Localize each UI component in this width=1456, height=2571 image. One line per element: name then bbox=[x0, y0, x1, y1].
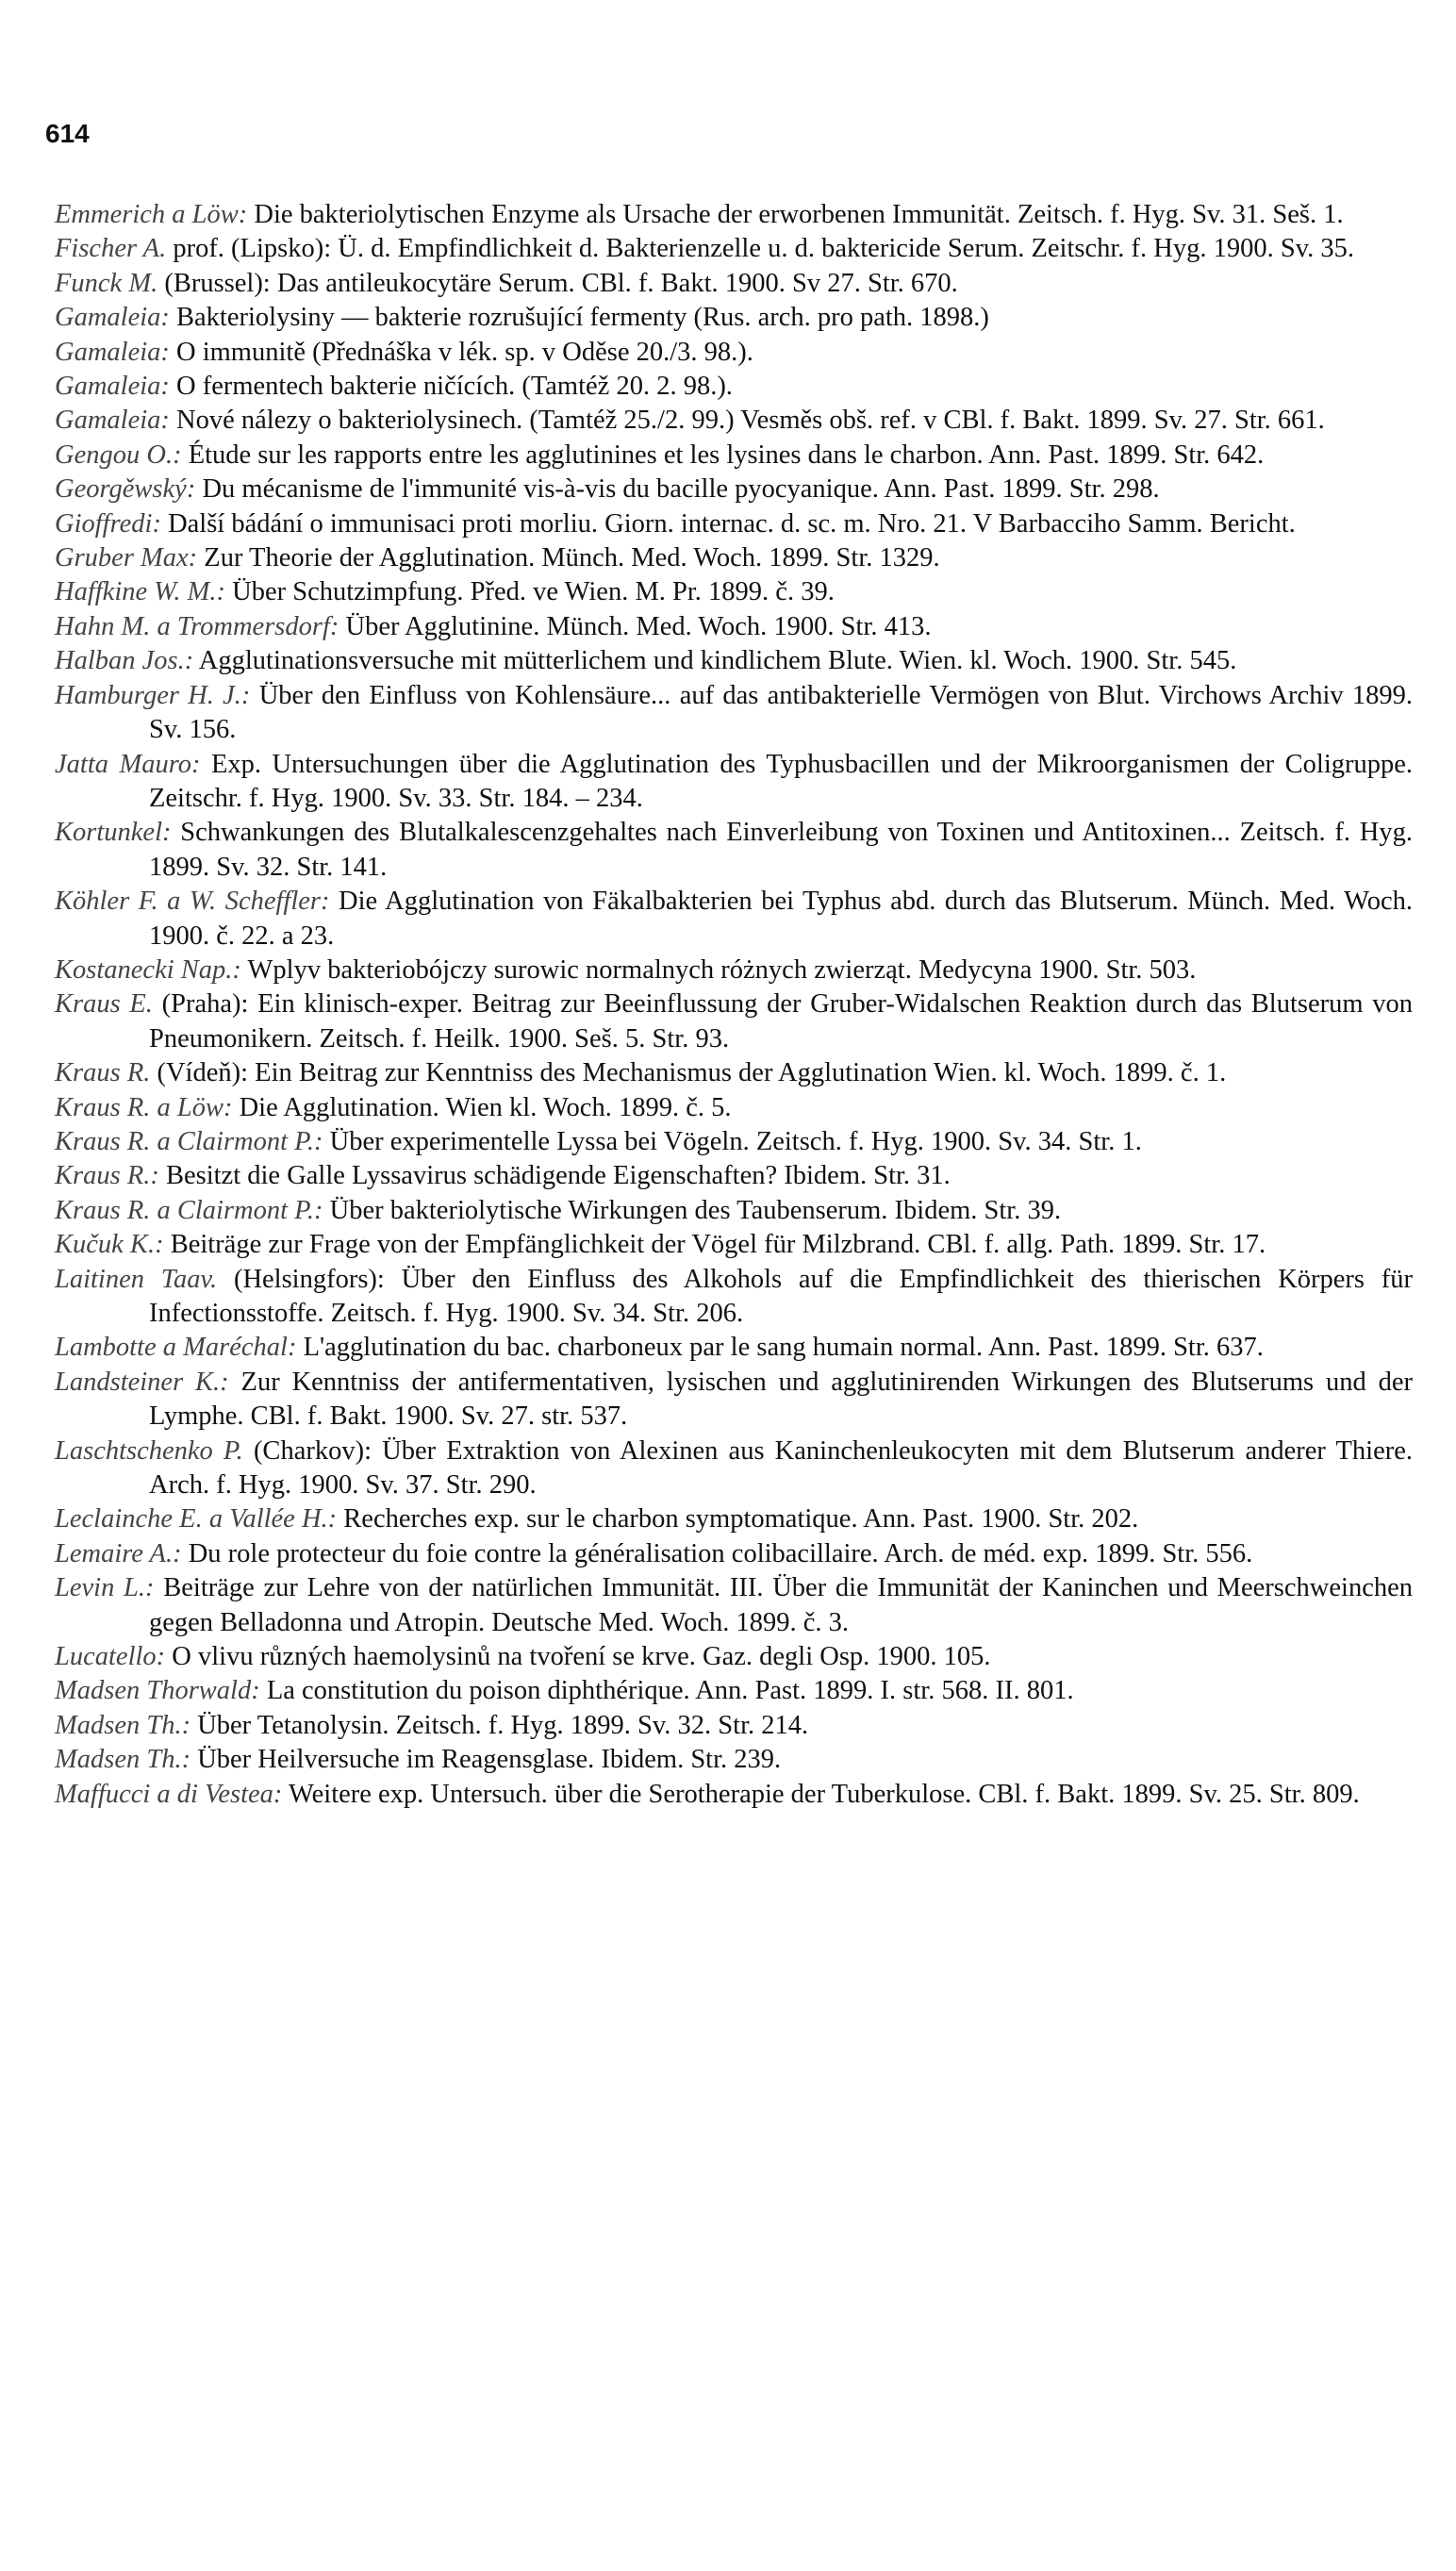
entry-citation: (Helsingfors): Über den Einfluss des Alkohols auf die Empfindlichkeit des thierischen Körpers für Infectionsstoffe. Zeitsch. f. Hyg. 1900. Sv. 34. Str. 206. bbox=[149, 1264, 1414, 1328]
bibliography-entry bbox=[55, 987, 1413, 1056]
entry-author: Kučuk K.: bbox=[55, 1230, 164, 1260]
entry-citation: (Vídeň): Ein Beitrag zur Kenntniss des Mechanismus der Agglutination Wien. kl. Woch. 1899. č. 1. bbox=[157, 1058, 1227, 1088]
entry-citation: Über Schutzimpfung. Před. ve Wien. M. Pr. 1899. č. 39. bbox=[232, 577, 835, 607]
entry-author: Köhler F. a W. Scheffler: bbox=[55, 887, 330, 917]
bibliography-entry bbox=[55, 1331, 1413, 1365]
entry-author: Emmerich a Löw: bbox=[55, 200, 248, 229]
entry-citation: (Praha): Ein klinisch-exper. Beitrag zur Beeinflussung der Gruber-Widalschen Reaktion durch das Blutserum von Pneumonikern. Zeitsch. f. Heilk. 1900. Seš. 5. Str. 93. bbox=[149, 989, 1413, 1053]
entry-author: Gruber Max: bbox=[55, 543, 198, 573]
bibliography-entry bbox=[55, 644, 1413, 678]
bibliography-entry bbox=[55, 507, 1413, 541]
bibliography-entry bbox=[55, 1159, 1413, 1193]
bibliography-entry bbox=[55, 1263, 1413, 1332]
entry-citation: Über bakteriolytische Wirkungen des Taubenserum. Ibidem. Str. 39. bbox=[329, 1195, 1062, 1225]
entry-citation: (Charkov): Über Extraktion von Alexinen aus Kaninchenleukocyten mit dem Blutserum anderer Thiere. Arch. f. Hyg. 1900. Sv. 37. Str. 290. bbox=[149, 1435, 1414, 1501]
entry-citation: Über Heilversuche im Reagensglase. Ibidem. Str. 239. bbox=[197, 1745, 782, 1775]
entry-author: Jatta Mauro: bbox=[55, 749, 201, 779]
bibliography-list bbox=[55, 198, 1413, 1812]
bibliography-entry bbox=[55, 748, 1413, 817]
bibliography-entry bbox=[55, 1125, 1413, 1159]
entry-citation: Über den Einfluss von Kohlensäure... auf das antibakterielle Vermögen von Blut. Virchows Archiv 1899. Sv. 156. bbox=[149, 680, 1413, 745]
entry-citation: Über Agglutinine. Münch. Med. Woch. 1900. Str. 413. bbox=[345, 611, 932, 641]
bibliography-entry bbox=[55, 1640, 1413, 1674]
entry-author: Maffucci a di Vestea: bbox=[55, 1779, 283, 1809]
entry-citation: Étude sur les rapports entre les agglutinines et les lysines dans le charbon. Ann. Past. 1899. Str. 642. bbox=[188, 440, 1265, 470]
entry-author: Levin L.: bbox=[55, 1573, 155, 1603]
bibliography-entry bbox=[55, 575, 1413, 609]
entry-citation: La constitution du poison diphthérique. Ann. Past. 1899. I. str. 568. II. 801. bbox=[266, 1676, 1074, 1706]
entry-author: Gamaleia: bbox=[55, 372, 170, 402]
entry-author: Gamaleia: bbox=[55, 406, 170, 436]
bibliography-entry bbox=[55, 1194, 1413, 1228]
bibliography-entry bbox=[55, 610, 1413, 644]
bibliography-entry bbox=[55, 267, 1413, 301]
entry-author: Kostanecki Nap.: bbox=[55, 954, 241, 985]
bibliography-entry bbox=[55, 1674, 1413, 1708]
entry-citation: Agglutinationsversuche mit mütterlichem und kindlichem Blute. Wien. kl. Woch. 1900. Str. 545. bbox=[198, 646, 1237, 676]
bibliography-entry bbox=[55, 1778, 1413, 1812]
bibliography-entry bbox=[55, 439, 1413, 473]
entry-author: Gamaleia: bbox=[55, 303, 170, 333]
entry-citation: Schwankungen des Blutalkalescenzgehaltes nach Einverleibung von Toxinen und Antitoxinen... Zeitsch. f. Hyg. 1899. Sv. 32. Str. 141. bbox=[149, 818, 1414, 882]
bibliography-entry bbox=[55, 1537, 1413, 1571]
bibliography-entry bbox=[55, 816, 1413, 885]
bibliography-entry bbox=[55, 1091, 1413, 1125]
entry-citation: Die bakteriolytischen Enzyme als Ursache der erworbenen Immunität. Zeitsch. f. Hyg. Sv. 31. Seš. 1. bbox=[254, 200, 1344, 229]
bibliography-entry bbox=[55, 1743, 1413, 1777]
entry-author: Madsen Th.: bbox=[55, 1710, 191, 1740]
entry-citation: O vlivu různých haemolysinů na tvoření se krve. Gaz. degli Osp. 1900. 105. bbox=[172, 1642, 991, 1672]
entry-author: Kraus R.: bbox=[55, 1161, 159, 1191]
entry-author: Gengou O.: bbox=[55, 440, 182, 470]
entry-citation: Nové nálezy o bakteriolysinech. (Tamtéž 25./2. 99.) Vesměs obš. ref. v CBl. f. Bakt. 1899. Sv. 27. Str. 661. bbox=[176, 406, 1325, 436]
bibliography-entry bbox=[55, 198, 1413, 232]
entry-citation: Exp. Untersuchungen über die Agglutination des Typhusbacillen und der Mikroorganismen der Coligruppe. Zeitschr. f. Hyg. 1900. Sv. 33. Str. 184. – 234. bbox=[149, 749, 1413, 813]
bibliography-entry bbox=[55, 541, 1413, 575]
entry-citation: O fermentech bakterie ničících. (Tamtéž 20. 2. 98.). bbox=[176, 372, 733, 402]
entry-citation: Weitere exp. Untersuch. über die Serotherapie der Tuberkulose. CBl. f. Bakt. 1899. Sv. 25. Str. 809. bbox=[289, 1779, 1360, 1809]
bibliography-entry bbox=[55, 370, 1413, 404]
bibliography-entry bbox=[55, 1228, 1413, 1262]
entry-citation: Du role protecteur du foie contre la généralisation colibacillaire. Arch. de méd. exp. 1899. Str. 556. bbox=[188, 1538, 1253, 1568]
entry-author: Kraus R. a Clairmont P.: bbox=[55, 1195, 323, 1225]
entry-author: Kraus E. bbox=[55, 989, 153, 1020]
entry-author: Kraus R. a Löw: bbox=[55, 1092, 233, 1122]
entry-author: Gioffredi: bbox=[55, 508, 161, 539]
entry-author: Hamburger H. J.: bbox=[55, 680, 251, 710]
entry-citation: Bakteriolysiny — bakterie rozrušující fermenty (Rus. arch. pro path. 1898.) bbox=[176, 303, 989, 333]
entry-citation: O immunitě (Přednáška v lék. sp. v Oděse 20./3. 98.). bbox=[176, 337, 753, 367]
entry-citation: Beiträge zur Lehre von der natürlichen Immunität. III. Über die Immunität der Kaninchen und Meerschweinchen gegen Belladonna und Atropin. Deutsche Med. Woch. 1899. č. 3. bbox=[149, 1573, 1413, 1637]
entry-citation: Další bádání o immunisaci proti morliu. Giorn. internac. d. sc. m. Nro. 21. V Barbacciho Samm. Bericht. bbox=[168, 508, 1296, 539]
entry-author: Madsen Thorwald: bbox=[55, 1676, 260, 1706]
entry-author: Kraus R. bbox=[55, 1058, 151, 1088]
bibliography-entry bbox=[55, 404, 1413, 438]
entry-author: Gamaleia: bbox=[55, 337, 170, 367]
bibliography-entry bbox=[55, 885, 1413, 954]
bibliography-entry bbox=[55, 1056, 1413, 1090]
entry-author: Kraus R. a Clairmont P.: bbox=[55, 1126, 323, 1156]
entry-citation: Du mécanisme de l'immunité vis-à-vis du bacille pyocyanique. Ann. Past. 1899. Str. 298. bbox=[202, 474, 1160, 505]
entry-citation: L'agglutination du bac. charboneux par le sang humain normal. Ann. Past. 1899. Str. 637. bbox=[303, 1333, 1264, 1363]
page-number: 614 bbox=[45, 119, 90, 148]
entry-author: Funck M. bbox=[55, 268, 158, 298]
entry-author: Landsteiner K.: bbox=[55, 1367, 229, 1397]
entry-author: Madsen Th.: bbox=[55, 1745, 191, 1775]
bibliography-entry bbox=[55, 954, 1413, 987]
bibliography-entry bbox=[55, 301, 1413, 335]
entry-citation: Über Tetanolysin. Zeitsch. f. Hyg. 1899. Sv. 32. Str. 214. bbox=[197, 1710, 809, 1740]
entry-citation: Beiträge zur Frage von der Empfänglichkeit der Vögel für Milzbrand. CBl. f. allg. Path. 1899. Str. 17. bbox=[170, 1230, 1266, 1260]
entry-author: Lemaire A.: bbox=[55, 1538, 182, 1568]
entry-author: Laitinen Taav. bbox=[55, 1264, 218, 1294]
entry-author: Lucatello: bbox=[55, 1642, 166, 1672]
entry-author: Laschtschenko P. bbox=[55, 1435, 243, 1466]
entry-citation: prof. (Lipsko): Ü. d. Empfindlichkeit d. Bakterienzelle u. d. baktericide Serum. Zeitschr. f. Hyg. 1900. Sv. 35. bbox=[173, 234, 1354, 264]
bibliography-entry bbox=[55, 1366, 1413, 1435]
entry-author: Georgěwský: bbox=[55, 474, 196, 505]
bibliography-entry bbox=[55, 679, 1413, 748]
entry-citation: Die Agglutination von Fäkalbakterien bei Typhus abd. durch das Blutserum. Münch. Med. Woch. 1900. č. 22. a 23. bbox=[149, 887, 1413, 951]
entry-author: Hahn M. a Trommersdorf: bbox=[55, 611, 339, 641]
bibliography-entry bbox=[55, 473, 1413, 506]
bibliography-entry bbox=[55, 1709, 1413, 1743]
entry-author: Lambotte a Maréchal: bbox=[55, 1333, 297, 1363]
entry-citation: Besitzt die Galle Lyssavirus schädigende Eigenschaften? Ibidem. Str. 31. bbox=[165, 1161, 951, 1191]
entry-citation: Wplyv bakteriobójczy surowic normalnych różnych zwierząt. Medycyna 1900. Str. 503. bbox=[247, 954, 1197, 985]
entry-citation: (Brussel): Das antileukocytäre Serum. CBl. f. Bakt. 1900. Sv 27. Str. 670. bbox=[164, 268, 958, 298]
bibliography-entry bbox=[55, 1435, 1413, 1503]
entry-author: Haffkine W. M.: bbox=[55, 577, 225, 607]
bibliography-entry bbox=[55, 1571, 1413, 1640]
bibliography-entry bbox=[55, 1502, 1413, 1536]
entry-citation: Über experimentelle Lyssa bei Vögeln. Zeitsch. f. Hyg. 1900. Sv. 34. Str. 1. bbox=[329, 1126, 1142, 1156]
entry-author: Leclainche E. a Vallée H.: bbox=[55, 1504, 338, 1534]
entry-citation: Die Agglutination. Wien kl. Woch. 1899. č. 5. bbox=[239, 1092, 732, 1122]
bibliography-entry bbox=[55, 232, 1413, 266]
entry-author: Fischer A. bbox=[55, 234, 167, 264]
entry-citation: Recherches exp. sur le charbon symptomatique. Ann. Past. 1900. Str. 202. bbox=[343, 1504, 1139, 1534]
entry-author: Kortunkel: bbox=[55, 818, 172, 848]
bibliography-entry bbox=[55, 336, 1413, 370]
entry-author: Halban Jos.: bbox=[55, 646, 194, 676]
entry-citation: Zur Kenntniss der antifermentativen, lysischen und agglutinirenden Wirkungen des Blutserums und der Lymphe. CBl. f. Bakt. 1900. Sv. 27. str. 537. bbox=[149, 1367, 1413, 1432]
entry-citation: Zur Theorie der Agglutination. Münch. Med. Woch. 1899. Str. 1329. bbox=[204, 543, 940, 573]
